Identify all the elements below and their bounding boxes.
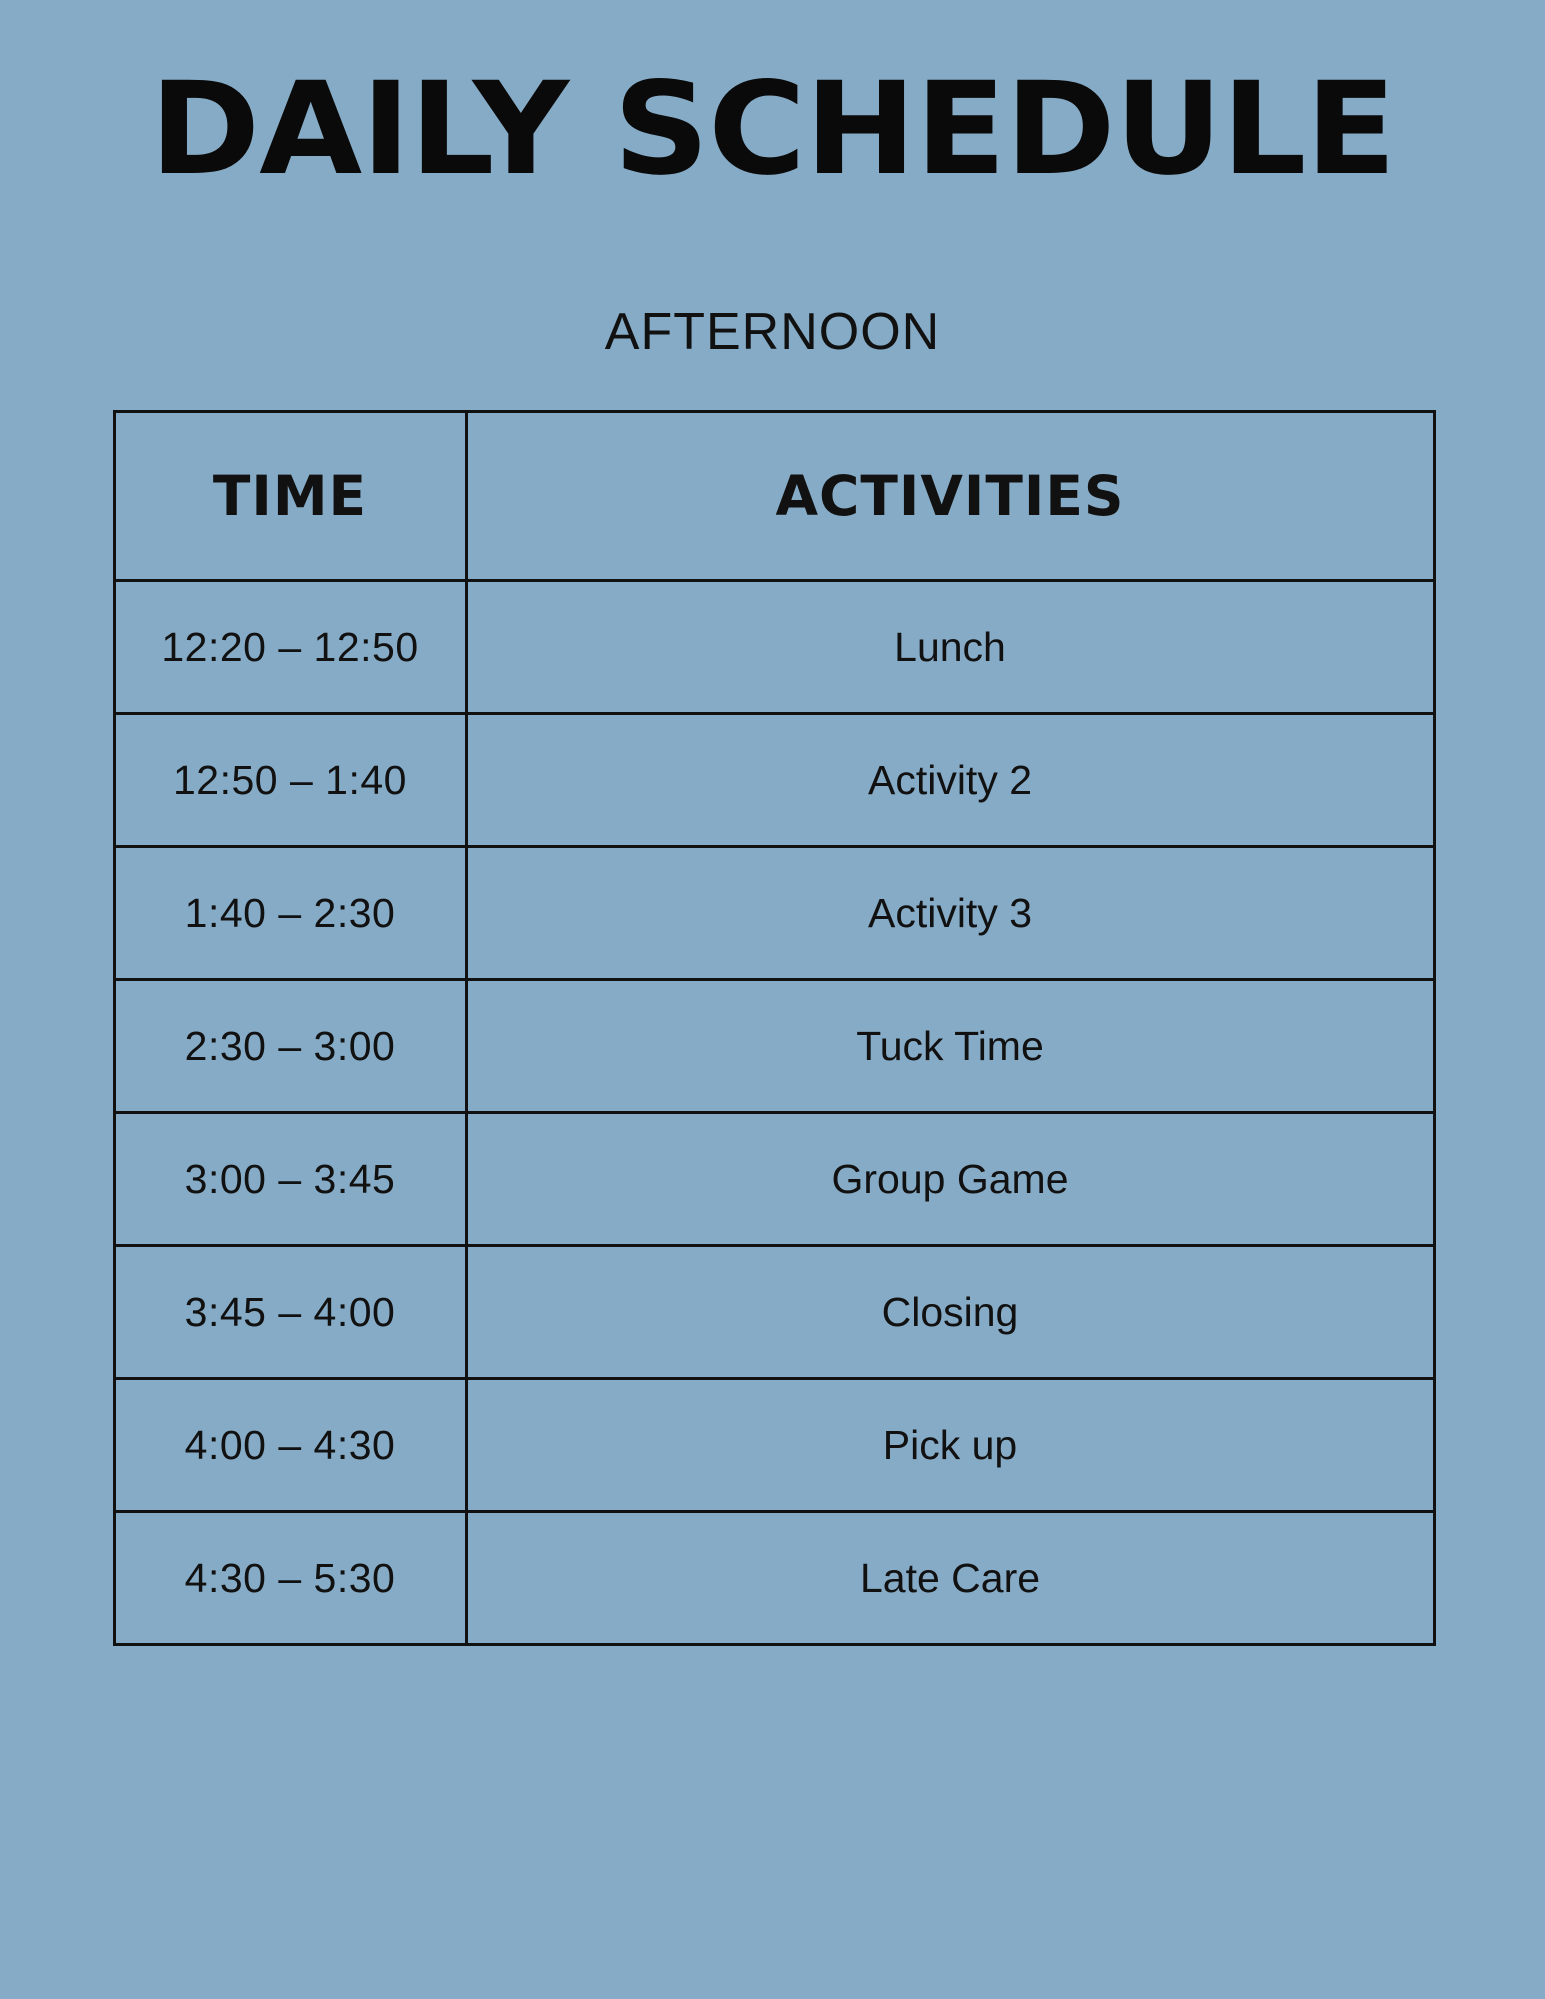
section-label: AFTERNOON (604, 303, 941, 361)
cell-activity: Activity 3 (466, 847, 1434, 980)
table-row (114, 1246, 1434, 1379)
cell-time: 12:50 – 1:40 (114, 714, 466, 847)
page-title: DAILY SCHEDULE (149, 55, 1396, 204)
table-body (114, 581, 1434, 1645)
table-row (114, 714, 1434, 847)
table-row (114, 581, 1434, 714)
cell-activity: Tuck Time (466, 980, 1434, 1113)
cell-activity: Lunch (466, 581, 1434, 714)
cell-time: 1:40 – 2:30 (114, 847, 466, 980)
cell-activity: Pick up (466, 1379, 1434, 1512)
cell-time: 4:00 – 4:30 (114, 1379, 466, 1512)
cell-activity: Group Game (466, 1113, 1434, 1246)
table-row (114, 980, 1434, 1113)
cell-activity: Closing (466, 1246, 1434, 1379)
table-row (114, 1113, 1434, 1246)
schedule-table (113, 410, 1436, 1646)
table-header-row (114, 412, 1434, 581)
cell-activity: Late Care (466, 1512, 1434, 1645)
column-header-time: TIME (114, 412, 466, 581)
table-row (114, 1379, 1434, 1512)
cell-time: 3:00 – 3:45 (114, 1113, 466, 1246)
table-row (114, 847, 1434, 980)
schedule-table-container (113, 410, 1433, 1646)
cell-time: 4:30 – 5:30 (114, 1512, 466, 1645)
column-header-activities: ACTIVITIES (466, 412, 1434, 581)
table-row (114, 1512, 1434, 1645)
table-header (114, 412, 1434, 581)
cell-time: 12:20 – 12:50 (114, 581, 466, 714)
cell-activity: Activity 2 (466, 714, 1434, 847)
cell-time: 2:30 – 3:00 (114, 980, 466, 1113)
cell-time: 3:45 – 4:00 (114, 1246, 466, 1379)
